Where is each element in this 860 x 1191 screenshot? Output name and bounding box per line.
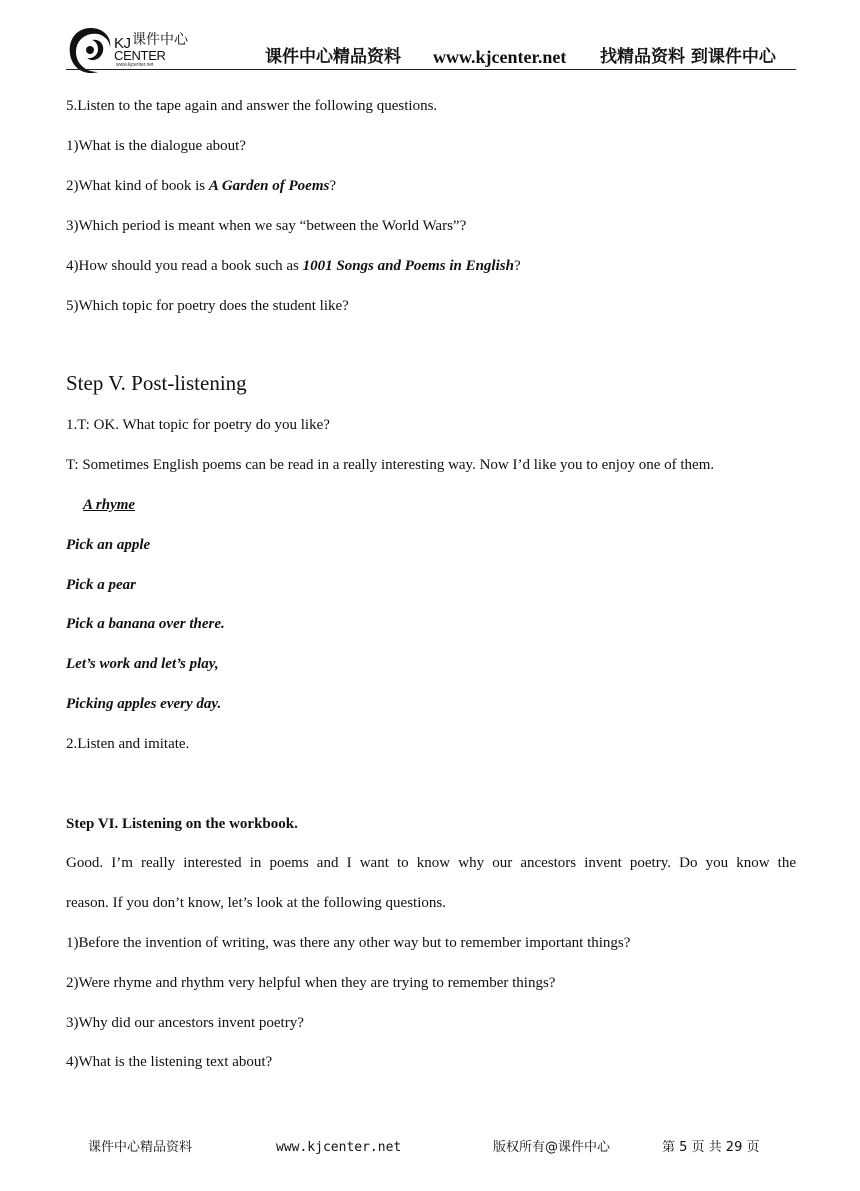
workbook-question-1: 1)Before the invention of writing, was there any other way but to remember important things?: [66, 935, 631, 951]
step-5-line-1: 1.T: OK. What topic for poetry do you like?: [66, 417, 330, 433]
rhyme-line: Pick an apple: [66, 537, 151, 553]
question-3: 3)Which period is meant when we say “between the World Wars”?: [66, 218, 467, 234]
questions-intro: 5.Listen to the tape again and answer the following questions.: [66, 98, 438, 114]
book-title-1001-songs: 1001 Songs and Poems in English: [302, 258, 514, 274]
step-6-heading: Step VI. Listening on the workbook.: [66, 816, 298, 832]
question-4-text: 4)How should you read a book such as: [66, 258, 303, 274]
book-title-garden-of-poems: A Garden of Poems: [208, 178, 330, 194]
logo-url-text: www.kjcenter.net: [116, 62, 154, 68]
question-1: 1)What is the dialogue about?: [66, 138, 246, 154]
workbook-question-2: 2)Were rhyme and rhythm very helpful when they are trying to remember things?: [66, 975, 556, 991]
page-header: [66, 22, 796, 74]
question-2-text: 2)What kind of book is: [66, 178, 209, 194]
header-website: www.kjcenter.net: [433, 47, 567, 67]
step-5-line-3: 2.Listen and imitate.: [66, 736, 190, 752]
question-2-end: ?: [329, 178, 336, 194]
step-6-paragraph-line-1: Good. I’m really interested in poems and I want to know why our ancestors invent poetry. Do you know the: [66, 855, 796, 871]
question-4-end: ?: [513, 258, 521, 274]
logo-kj-text: KJ: [114, 35, 131, 52]
rhyme-line: Picking apples every day.: [66, 696, 222, 712]
header-title: 课件中心精品资料: [265, 47, 401, 67]
footer-title: 课件中心精品资料: [88, 1140, 193, 1155]
footer-page-number: 第 5 页 共 29 页: [662, 1140, 760, 1155]
question-2: [66, 177, 336, 195]
question-5: 5)Which topic for poetry does the student like?: [66, 298, 349, 314]
footer-url: www.kjcenter.net: [276, 1140, 402, 1155]
header-divider: [66, 69, 796, 70]
step-6-paragraph-line-2: reason. If you don’t know, let’s look at the following questions.: [66, 895, 446, 911]
rhyme-line: Pick a pear: [66, 577, 136, 593]
workbook-question-3: 3)Why did our ancestors invent poetry?: [66, 1015, 304, 1031]
workbook-question-4: 4)What is the listening text about?: [66, 1054, 273, 1070]
logo-chinese-text: 课件中心: [132, 32, 188, 48]
rhyme-title: A rhyme: [83, 497, 136, 513]
step-5-heading: Step V. Post-listening: [66, 371, 247, 395]
header-slogan: 找精品资料 到课件中心: [600, 47, 776, 67]
step-5-line-2: T: Sometimes English poems can be read in a really interesting way. Now I’d like you to enjoy one of them.: [66, 457, 715, 473]
rhyme-line: Pick a banana over there.: [66, 616, 225, 632]
logo-center-text: CENTER: [114, 48, 166, 63]
question-4: [66, 257, 521, 275]
rhyme-line: Let’s work and let’s play,: [66, 656, 219, 672]
footer-copyright: 版权所有@课件中心: [493, 1140, 611, 1155]
